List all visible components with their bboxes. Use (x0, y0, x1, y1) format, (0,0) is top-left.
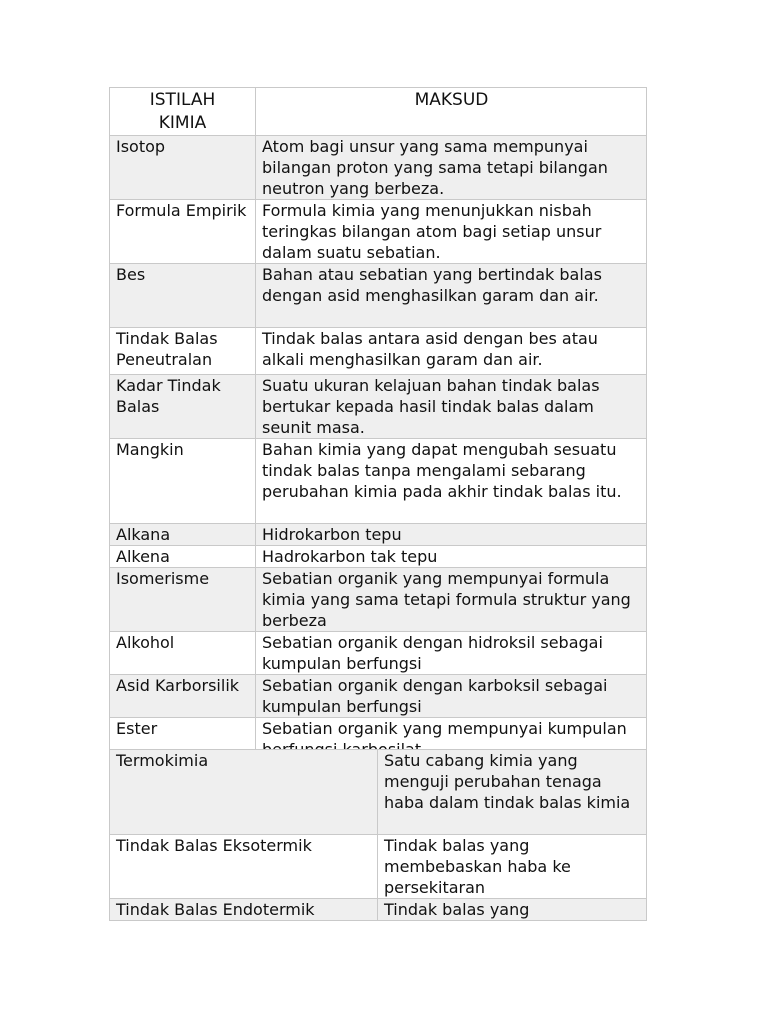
meaning-cell: Hidrokarbon tepu (256, 524, 647, 546)
term-cell: Isomerisme (110, 568, 256, 632)
table-row (110, 546, 647, 568)
term-cell: Alkohol (110, 632, 256, 675)
table-row (110, 200, 647, 264)
term-cell: Termokimia (110, 750, 378, 835)
chemistry-terms-table-continued (109, 749, 647, 921)
meaning-cell: Sebatian organik yang mempunyai kumpulan (256, 718, 647, 761)
term-cell: Ester (110, 718, 256, 761)
term-cell: Alkana (110, 524, 256, 546)
meaning-cell: Tindak balas yang membebaskan haba ke persekitaran (378, 835, 647, 899)
chemistry-terms-table (109, 87, 647, 761)
term-cell: Mangkin (110, 439, 256, 524)
table-row (110, 328, 647, 375)
meaning-cell: Tindak balas antara asid dengan bes atau alkali menghasilkan garam dan air. (256, 328, 647, 375)
term-cell: Asid Karborsilik (110, 675, 256, 718)
table-row (110, 264, 647, 328)
meaning-cell: Formula kimia yang menunjukkan nisbah teringkas bilangan atom bagi setiap unsur dalam suatu sebatian. (256, 200, 647, 264)
term-cell: Tindak Balas Eksotermik (110, 835, 378, 899)
meaning-cell: Atom bagi unsur yang sama mempunyai bilangan proton yang sama tetapi bilangan neutron yang berbeza. (256, 136, 647, 200)
meaning-cell: Hadrokarbon tak tepu (256, 546, 647, 568)
term-cell: Alkena (110, 546, 256, 568)
header-term: ISTILAH KIMIA (110, 88, 256, 136)
term-cell: Kadar Tindak Balas (110, 375, 256, 439)
table-row (110, 899, 647, 921)
table-row (110, 439, 647, 524)
meaning-cell: Sebatian organik yang mempunyai formula kimia yang sama tetapi formula struktur yang berbeza (256, 568, 647, 632)
meaning-cell: Sebatian organik dengan hidroksil sebagai kumpulan berfungsi (256, 632, 647, 675)
term-cell: Bes (110, 264, 256, 328)
table-row (110, 675, 647, 718)
meaning-cell: Suatu ukuran kelajuan bahan tindak balas bertukar kepada hasil tindak balas dalam seunit masa. (256, 375, 647, 439)
meaning-cell: Bahan atau sebatian yang bertindak balas dengan asid menghasilkan garam dan air. (256, 264, 647, 328)
term-cell: Isotop (110, 136, 256, 200)
term-cell: Tindak Balas Peneutralan (110, 328, 256, 375)
term-cell: Formula Empirik (110, 200, 256, 264)
meaning-cell: Sebatian organik dengan karboksil sebagai kumpulan berfungsi (256, 675, 647, 718)
table-row (110, 568, 647, 632)
meaning-cell: Satu cabang kimia yang menguji perubahan tenaga haba dalam tindak balas kimia (378, 750, 647, 835)
table-row (110, 136, 647, 200)
table-row (110, 375, 647, 439)
table-row (110, 524, 647, 546)
table-row (110, 750, 647, 835)
table-row (110, 835, 647, 899)
header-meaning: MAKSUD (256, 88, 647, 136)
table-row (110, 632, 647, 675)
meaning-cell: Tindak balas yang (378, 899, 647, 921)
term-cell: Tindak Balas Endotermik (110, 899, 378, 921)
table-header-row (110, 88, 647, 136)
meaning-cell: Bahan kimia yang dapat mengubah sesuatu tindak balas tanpa mengalami sebarang perubahan kimia pada akhir tindak balas itu. (256, 439, 647, 524)
